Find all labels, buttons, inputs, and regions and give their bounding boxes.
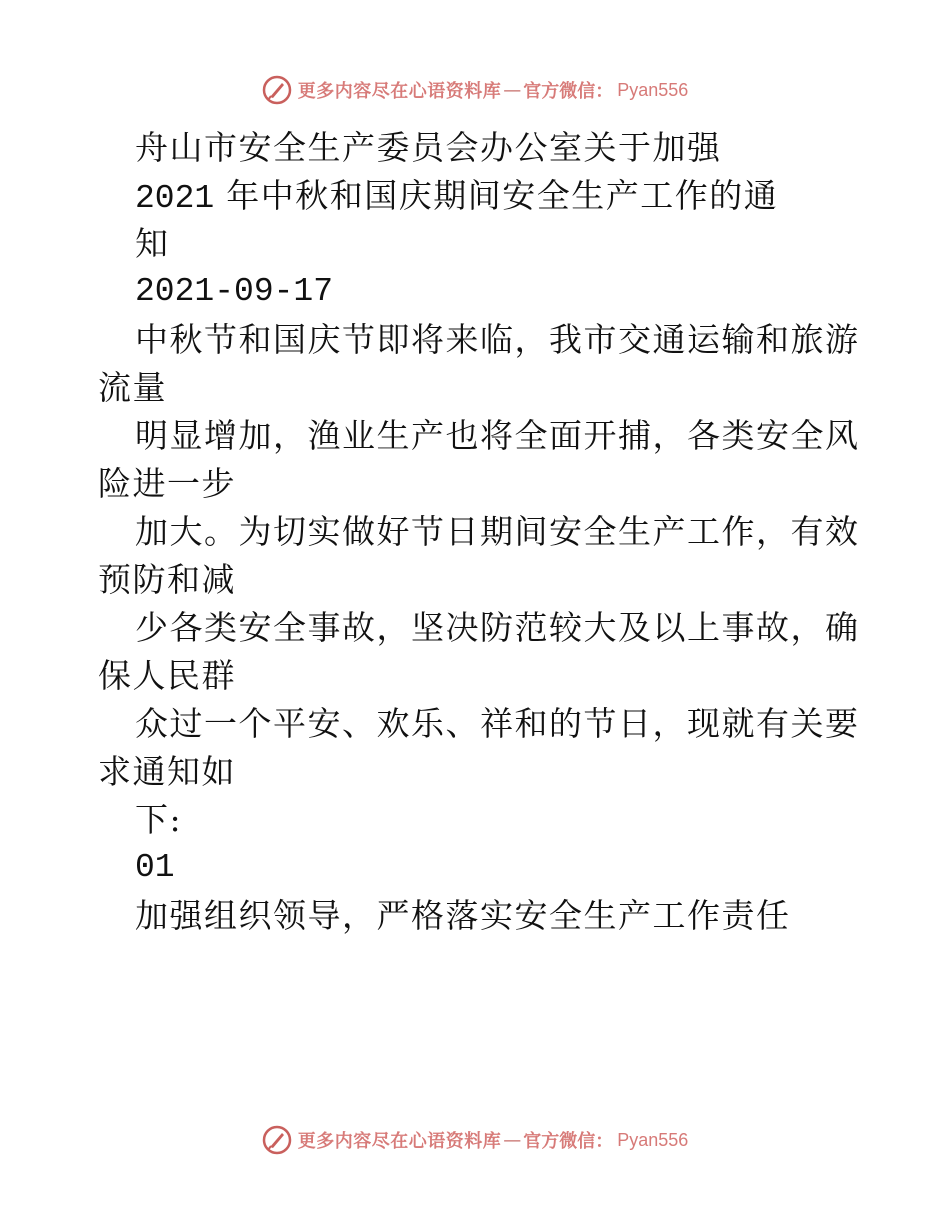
paragraph-line: 众过一个平安、欢乐、祥和的节日，现就有关要 [135,704,860,743]
banner-wechat-id: Pyan556 [617,1129,689,1150]
banner-separator: — [503,79,522,101]
section-number: 01 [135,849,175,886]
paragraph-line-continued: 保人民群 [98,656,236,695]
paragraph-line-continued: 险进一步 [98,464,236,503]
paragraph-line-continued: 预防和减 [98,560,236,599]
paragraph-line: 加大。为切实做好节日期间安全生产工作，有效 [135,512,860,551]
paragraph-line: 少各类安全事故，坚决防范较大及以上事故，确 [135,608,860,647]
paragraph-line-continued: 流量 [98,368,167,407]
banner-separator: — [503,1129,522,1151]
document-date: 2021-09-17 [135,273,334,310]
paragraph-line-continued: 求通知如 [98,752,236,791]
document-body [98,124,858,940]
closing-line: 下: [135,800,183,839]
banner-text: 更多内容尽在心语资料库 [297,1131,502,1152]
quill-logo-icon [262,75,292,105]
title-year: 2021 [135,180,215,217]
title-line-2-text: 年中秋和国庆期间安全生产工作的通 [214,176,779,215]
quill-logo-icon [262,1125,292,1155]
title-line-3: 知 [135,224,170,263]
paragraph-line: 明显增加，渔业生产也将全面开捕，各类安全风 [135,416,860,455]
banner-wechat-id: Pyan556 [617,79,689,100]
banner-wechat-label: 官方微信： [523,1131,614,1152]
banner-wechat-label: 官方微信： [523,81,614,102]
section-heading: 加强组织领导，严格落实安全生产工作责任 [135,896,791,935]
title-line-1: 舟山市安全生产委员会办公室关于加强 [135,128,722,167]
paragraph-line: 中秋节和国庆节即将来临，我市交通运输和旅游 [135,320,860,359]
header-banner [0,70,950,110]
footer-banner [0,1120,950,1160]
title-line-2 [98,172,858,220]
banner-text: 更多内容尽在心语资料库 [297,81,502,102]
